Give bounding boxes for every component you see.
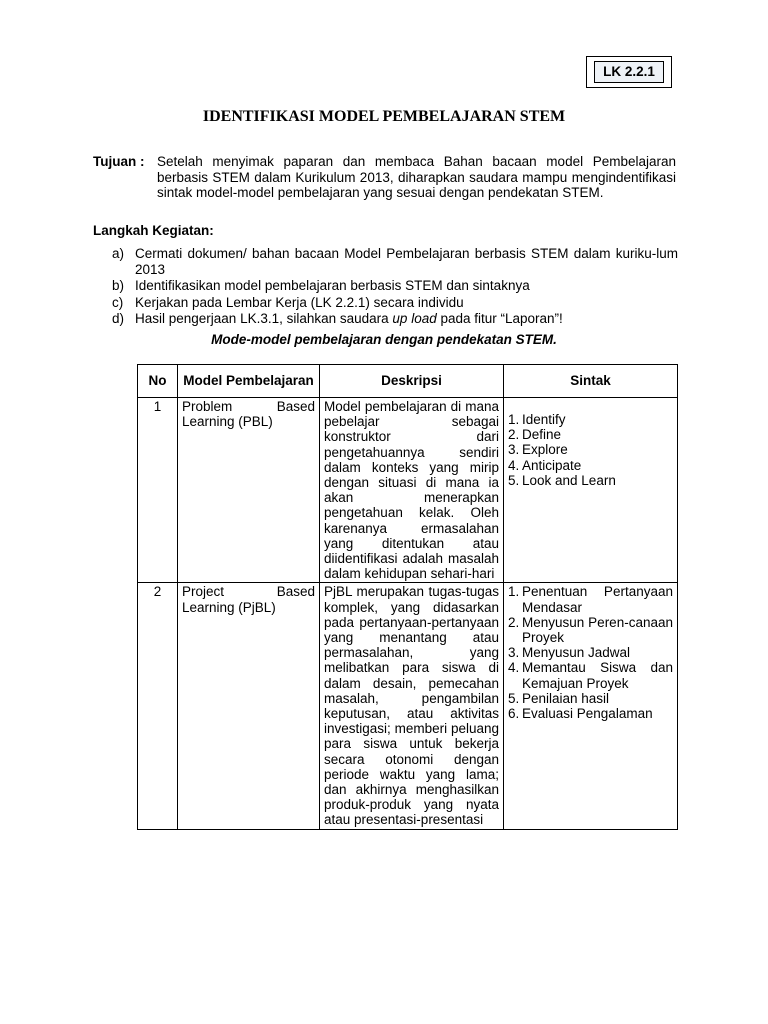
tujuan-text: Setelah menyimak paparan dan membaca Bahan bacaan model Pembelajaran berbasis STEM dalam Kurikulum 2013, diharapkan saudara mampu mengindentifikasi sintak model-model pembelajaran yang sesuai dengan pendekatan STEM. xyxy=(157,154,676,200)
sintak-item: 1. Penentuan Pertanyaan Mendasar xyxy=(508,584,673,615)
table-caption: Mode-model pembelajaran dengan pendekatan STEM. xyxy=(211,332,557,347)
sintak-item: 3. Menyusun Jadwal xyxy=(508,645,631,661)
header-deskripsi: Deskripsi xyxy=(320,365,504,398)
step-text: Kerjakan pada Lembar Kerja (LK 2.2.1) secara individu xyxy=(135,294,464,310)
sintak-text: Identify xyxy=(522,412,566,427)
worksheet-code-box xyxy=(586,56,672,88)
step-text-italic: up load xyxy=(392,311,437,326)
cell-deskripsi: Model pembelajaran di mana pebelajar sebagai konstruktor dari pengetahuannya sendiri dalam konteks yang mirip dengan situasi di mana ia akan menerapkan pengetahuan kelak. Oleh karenanya ermasalahan yang ditentukan atau diidentifikasi adalah masalah dalam kehidupan sehari-hari xyxy=(320,398,504,583)
cell-model: Project Based Learning (PjBL) xyxy=(178,583,320,829)
step-list xyxy=(108,246,678,328)
sintak-item: 6. Evaluasi Pengalaman xyxy=(508,706,653,722)
sintak-text: Menyusun Jadwal xyxy=(522,645,631,661)
header-model: Model Pembelajaran xyxy=(178,365,320,398)
tujuan-label: Tujuan : xyxy=(93,154,145,169)
step-text: Identifikasikan model pembelajaran berbasis STEM dan sintaknya xyxy=(135,278,530,293)
sintak-text: Explore xyxy=(522,442,568,458)
table-header-row xyxy=(138,365,678,398)
sintak-text: Evaluasi Pengalaman xyxy=(522,706,653,722)
sintak-item: 3. Explore xyxy=(508,442,568,458)
sintak-text: Anticipate xyxy=(522,457,582,473)
step-item xyxy=(108,278,678,294)
cell-sintak xyxy=(504,583,678,829)
sintak-text: Menyusun Peren-canaan Proyek xyxy=(522,614,673,646)
cell-sintak xyxy=(504,398,678,583)
worksheet-code: LK 2.2.1 xyxy=(594,61,664,83)
step-item xyxy=(108,246,678,277)
sintak-item: 2. Menyusun Peren-canaan Proyek xyxy=(508,614,673,646)
sintak-text: Define xyxy=(522,427,562,443)
sintak-text: Penilaian hasil xyxy=(522,690,610,706)
cell-no: 2 xyxy=(138,583,178,829)
sintak-item: 5. Look and Learn xyxy=(508,472,616,488)
step-text: Cermati dokumen/ bahan bacaan Model Pembelajaran berbasis STEM dalam kuriku-lum 2013 xyxy=(135,246,678,277)
sintak-text: Memantau Siswa dan Kemajuan Proyek xyxy=(522,660,673,691)
step-marker: a) xyxy=(112,246,125,261)
langkah-heading: Langkah Kegiatan: xyxy=(93,223,214,238)
cell-model: Problem Based Learning (PBL) xyxy=(178,398,320,583)
step-text-part: Hasil pengerjaan LK.3.1, silahkan saudara xyxy=(135,311,393,326)
sintak-item: 2. Define xyxy=(508,427,562,443)
sintak-item: 4. Anticipate xyxy=(508,457,582,473)
step-marker: c) xyxy=(112,294,124,310)
header-sintak: Sintak xyxy=(504,365,678,398)
step-item xyxy=(108,295,678,311)
header-no: No xyxy=(138,365,178,398)
sintak-list xyxy=(508,412,673,488)
cell-no: 1 xyxy=(138,398,178,583)
sintak-text: Look and Learn xyxy=(522,472,616,488)
step-marker: b) xyxy=(112,278,125,293)
sintak-item: 4. Memantau Siswa dan Kemajuan Proyek xyxy=(508,660,673,691)
sintak-text: Penentuan Pertanyaan Mendasar xyxy=(522,584,673,615)
sintak-item: 5. Penilaian hasil xyxy=(508,690,610,706)
table-row xyxy=(138,583,678,829)
step-marker: d) xyxy=(112,311,125,326)
table-row xyxy=(138,398,678,583)
step-text xyxy=(135,311,678,327)
document-title: IDENTIFIKASI MODEL PEMBELAJARAN STEM xyxy=(202,108,566,125)
step-item xyxy=(108,311,678,327)
sintak-item: 1. Identify xyxy=(508,412,566,427)
model-table xyxy=(137,364,678,830)
sintak-list xyxy=(508,584,673,721)
step-text-part: pada fitur “Laporan”! xyxy=(436,311,563,326)
cell-deskripsi: PjBL merupakan tugas-tugas komplek, yang didasarkan pada pertanyaan-pertanyaan yang menantang atau permasalahan, yang melibatkan para siswa di dalam desain, pemecahan masalah, pengambilan keputusan, atau aktivitas investigasi; memberi peluang para siswa untuk bekerja secara otonomi dengan periode waktu yang lama; dan akhirnya menghasilkan produk-produk yang nyata atau presentasi-presentasi xyxy=(320,583,504,829)
